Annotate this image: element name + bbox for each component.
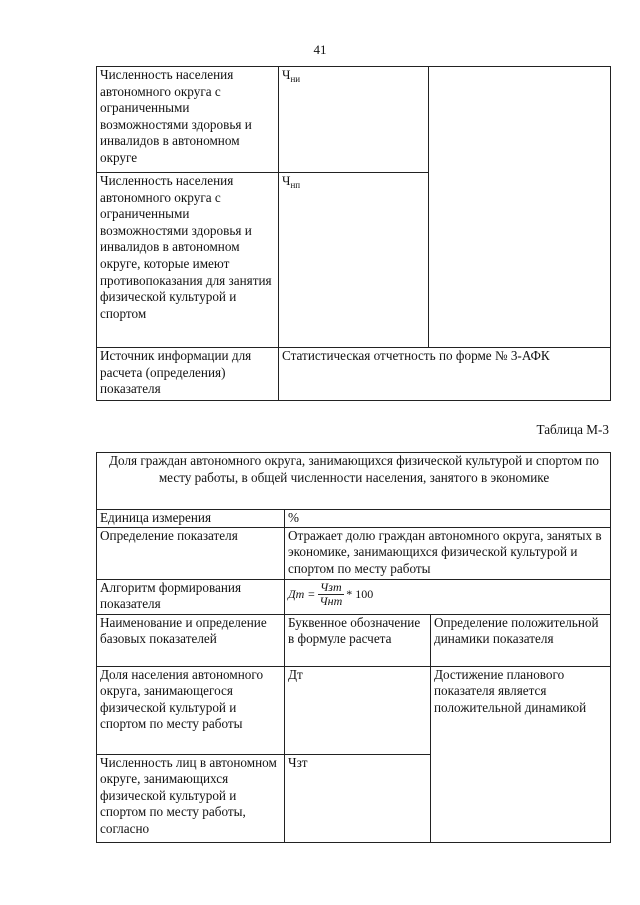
base-indicator-symbol: Чзт bbox=[285, 754, 431, 842]
base-indicator-name: Доля населения автономного округа, занимающегося физической культурой и спортом по месту работы bbox=[97, 666, 285, 754]
indicator-table-m3 bbox=[96, 452, 611, 843]
base-indicator-symbol: Дт bbox=[285, 666, 431, 754]
header-dynamics: Определение положительной динамики показателя bbox=[431, 614, 611, 666]
definition-value: Отражает долю граждан автономного округа, занятых в экономике, занимающихся физической культурой и спортом по месту работы bbox=[285, 527, 611, 579]
base-indicator-name: Численность населения автономного округа с ограниченными возможностями здоровья и инвалидов в автономном округе bbox=[97, 67, 279, 173]
unit-value: % bbox=[285, 510, 611, 528]
formula-denominator: Чнт bbox=[319, 593, 343, 608]
source-value: Статистическая отчетность по форме № 3-АФК bbox=[279, 348, 611, 401]
table-title: Доля граждан автономного округа, занимающихся физической культурой и спортом по месту работы, в общей численности населения, занятого в экономике bbox=[97, 453, 611, 510]
formula-lhs: Дт = bbox=[288, 586, 316, 601]
unit-label: Единица измерения bbox=[97, 510, 285, 528]
base-indicator-name: Численность населения автономного округа с ограниченными возможностями здоровья и инвалидов в автономном округе, которые имеют противопоказания для занятия физической культурой и спортом bbox=[97, 173, 279, 348]
header-symbol: Буквенное обозначение в формуле расчета bbox=[285, 614, 431, 666]
table-caption: Таблица М-3 bbox=[536, 422, 609, 437]
formula-numerator: Чзт bbox=[320, 579, 342, 594]
base-indicator-symbol: $Ч_{ни}$ bbox=[279, 67, 429, 173]
header-name: Наименование и определение базовых показателей bbox=[97, 614, 285, 666]
base-indicator-symbol: $Ч_{нп}$ bbox=[279, 173, 429, 348]
source-label: Источник информации для расчета (определения) показателя bbox=[97, 348, 279, 401]
definition-label: Определение показателя bbox=[97, 527, 285, 579]
base-indicator-name: Численность лиц в автономном округе, занимающихся физической культурой и спортом по месту работы, согласно bbox=[97, 754, 285, 842]
formula-multiplier: * 100 bbox=[346, 586, 374, 601]
dynamics-value: Достижение планового показателя является положительной динамикой bbox=[431, 666, 611, 842]
indicator-table-continued bbox=[96, 66, 611, 401]
dynamics-cell-empty bbox=[429, 67, 611, 348]
formula bbox=[285, 579, 611, 614]
algorithm-label: Алгоритм формирования показателя bbox=[97, 579, 285, 614]
page-number: 41 bbox=[313, 42, 327, 57]
